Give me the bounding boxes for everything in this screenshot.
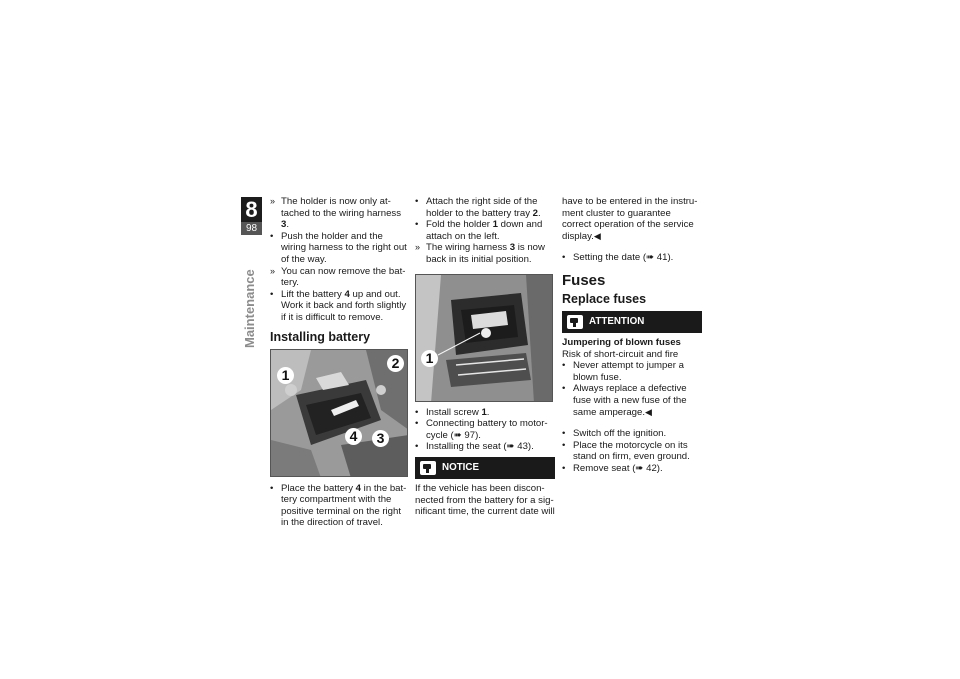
end-mark-icon: ◀ [593,230,601,241]
callout-label: 2 [387,355,404,372]
attention-hand-icon [567,315,583,329]
list-item: • Always replace a defective fuse with a new fuse of the same amperage.◀ [562,383,687,418]
callout-label: 1 [421,350,438,367]
page-ref-arrow: ➠ [646,252,655,264]
callout-label: 1 [277,367,294,384]
page-ref-arrow: ➠ [635,462,644,474]
page-ref-arrow: ➠ [506,441,515,453]
column-3 [562,196,702,475]
page-ref-arrow: ➠ [453,429,462,441]
list-item: » You can now remove the bat-tery. [270,265,406,289]
end-mark-icon: ◀ [645,406,652,417]
column-2 [415,196,555,518]
chapter-heading: Fuses [562,271,606,289]
screw-figure [415,274,553,402]
list-item: • Never attempt to jumper a blown fuse. [562,360,684,383]
callout-label: 3 [372,430,389,447]
attention-label: ATTENTION [589,316,645,328]
notice-bar [415,457,555,479]
notice-hand-icon [420,461,436,475]
list-item: • Attach the right side of the holder to the battery tray 2. [415,196,541,219]
notice-label: NOTICE [442,462,480,474]
notice-continuation: have to be entered in the instru-ment cluster to guarantee correct operation of the service display.◀ [562,196,698,242]
list-item: • Installing the seat (➠ 43). [415,441,534,453]
battery-figure [270,349,408,477]
list-item: • Setting the date (➠ 41). [562,252,674,264]
list-item: • Lift the battery 4 up and out. Work it back and forth slightly if it is difficult to remove. [270,288,407,323]
attention-subtitle: Risk of short-circuit and fire [562,348,679,360]
page-number: 98 [241,222,262,235]
list-item: • Install screw 1. [415,406,490,418]
callout-label: 4 [345,428,362,445]
attention-title: Jumpering of blown fuses [562,336,681,348]
list-item: • Switch off the ignition. [562,428,667,440]
list-item: • Push the holder and the wiring harness to the right out of the way. [270,230,407,265]
chapter-number: 8 [245,197,258,222]
list-item: • Remove seat (➠ 42). [562,462,663,474]
section-heading: Installing battery [270,329,371,344]
list-item: » The wiring harness 3 is now back in its initial position. [415,242,545,265]
section-heading: Replace fuses [562,291,647,306]
list-item: » The holder is now only at-tached to the wiring harness 3. [270,196,401,231]
list-item: • Connecting battery to motor-cycle (➠ 97). [415,418,548,441]
section-title: Maintenance [242,269,257,348]
column-1 [270,196,410,529]
attention-bar [562,311,702,333]
list-item: • Place the motorcycle on its stand on firm, even ground. [562,439,690,463]
notice-text: If the vehicle has been discon-nected from the battery for a sig-nificant time, the current date will [415,482,555,518]
list-item: • Place the battery 4 in the bat-tery compartment with the positive terminal on the right in the direction of travel. [270,482,407,529]
list-item: • Fold the holder 1 down and attach on the left. [415,219,543,242]
screw-photo-illustration [416,275,553,402]
chapter-tab [241,197,262,235]
